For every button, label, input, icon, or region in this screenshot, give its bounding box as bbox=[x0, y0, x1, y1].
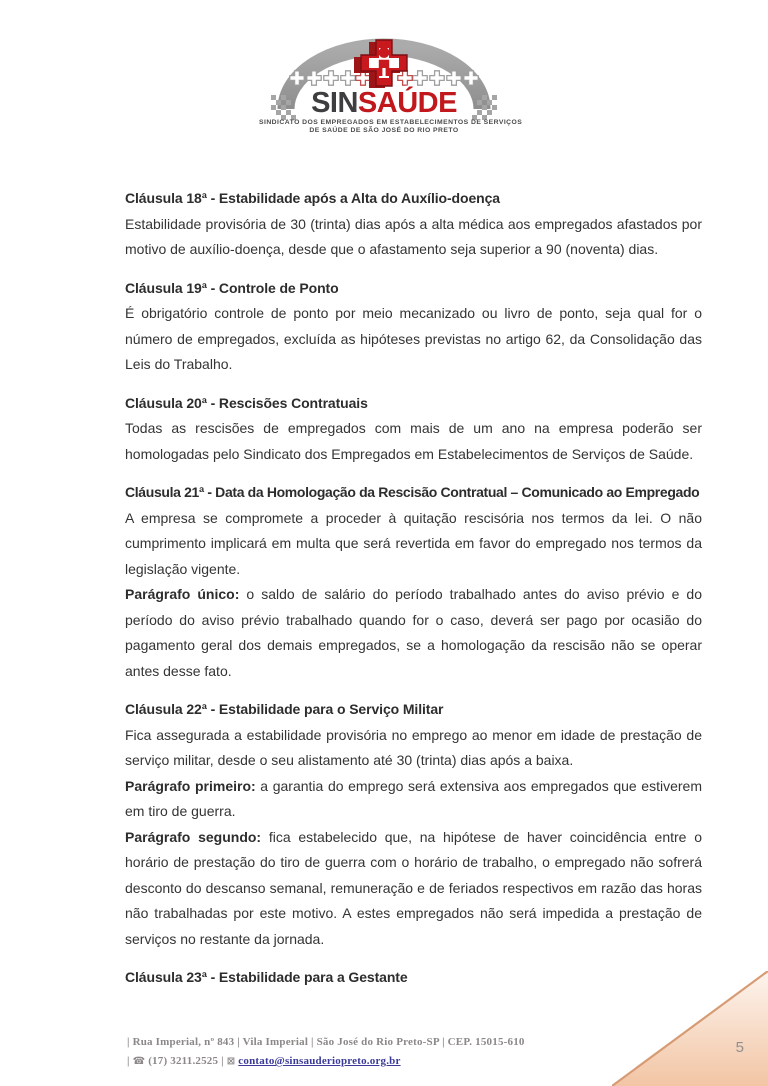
clause-paragraph bbox=[125, 212, 702, 263]
paragraph-lead: Parágrafo segundo: bbox=[125, 828, 262, 845]
footer-contact bbox=[127, 1052, 525, 1071]
paragraph-text: Fica assegurada a estabilidade provisória no emprego ao menor em idade de prestação de serviço militar, desde o seu alistamento até 30 (trinta) dias após a baixa. bbox=[125, 726, 702, 768]
clause-heading: Cláusula 19ª - Controle de Ponto bbox=[125, 279, 339, 296]
clause-section-21 bbox=[125, 480, 702, 684]
clause-paragraph bbox=[125, 774, 702, 825]
clause-heading: Cláusula 23ª - Estabilidade para a Gestante bbox=[125, 969, 408, 985]
envelope-icon: ⊠ bbox=[226, 1056, 236, 1067]
logo-title bbox=[259, 89, 509, 118]
document-body bbox=[125, 186, 702, 1004]
clause-paragraph bbox=[125, 416, 702, 467]
clause-heading: Cláusula 20ª - Rescisões Contratuais bbox=[125, 394, 368, 411]
logo-title-saude: SAÚDE bbox=[357, 87, 457, 119]
footer-separator: | bbox=[221, 1055, 224, 1067]
clause-paragraph bbox=[125, 301, 702, 378]
corner-decoration bbox=[612, 971, 768, 1086]
page-number: 5 bbox=[735, 1039, 744, 1056]
footer-email-link[interactable]: contato@sinsauderiopreto.org.br bbox=[238, 1055, 401, 1067]
clause-heading: Cláusula 18ª - Estabilidade após a Alta do Auxílio-doença bbox=[125, 190, 500, 206]
clause-heading: Cláusula 22ª - Estabilidade para o Serviço Militar bbox=[125, 701, 444, 717]
logo-subtitle-line1: SINDICATO DOS EMPREGADOS EM ESTABELECIMENTOS DE SERVIÇOS bbox=[259, 119, 523, 126]
clause-section-19 bbox=[125, 276, 702, 378]
footer-separator: | bbox=[127, 1055, 130, 1067]
clause-section-18 bbox=[125, 186, 702, 263]
clause-paragraph bbox=[125, 582, 702, 684]
clause-section-20 bbox=[125, 391, 702, 468]
clause-paragraph bbox=[125, 506, 702, 583]
logo-subtitle-line2: DE SAÚDE DE SÃO JOSÉ DO RIO PRETO bbox=[309, 127, 459, 134]
logo-title-sin: SIN bbox=[311, 87, 358, 119]
paragraph-lead: Parágrafo primeiro: bbox=[125, 777, 256, 794]
paragraph-text: A empresa se compromete a proceder à quitação rescisória nos termos da lei. O não cumprimento implicará em multa que será revertida em favor do empregado nos termos da legislação vigente. bbox=[125, 509, 702, 577]
paragraph-text: Estabilidade provisória de 30 (trinta) dias após a alta médica aos empregados afastados por motivo de auxílio-doença, desde que o afastamento seja superior a 90 (noventa) dias. bbox=[125, 215, 702, 257]
paragraph-text: o saldo de salário do período trabalhado antes do aviso prévio e do período do aviso prévio trabalhado quando for o caso, deverá ser pago por ocasião do pagamento geral dos demais empregados, se a homologação da rescisão não se operar antes desse fato. bbox=[125, 586, 702, 679]
clause-heading: Cláusula 21ª - Data da Homologação da Rescisão Contratual – Comunicado ao Empregado bbox=[125, 484, 700, 500]
footer-phone: (17) 3211.2525 bbox=[148, 1055, 219, 1067]
clause-paragraph bbox=[125, 723, 702, 774]
paragraph-lead: Parágrafo único: bbox=[125, 586, 240, 602]
person-head bbox=[379, 47, 390, 58]
paragraph-text: a garantia do emprego será extensiva aos empregados que estiverem em tiro de guerra. bbox=[125, 777, 702, 819]
paragraph-text: fica estabelecido que, na hipótese de haver coincidência entre o horário de prestação do tiro de guerra com o horário de trabalho, o empregado não sofrerá desconto do descanso semanal, remuneração e de feriados respectivos em razão das horas não trabalhadas por este motivo. A estes empregados não será impedida a prestação de serviços no restante da jornada. bbox=[125, 828, 702, 947]
sinsaude-logo bbox=[259, 33, 523, 135]
paragraph-text: É obrigatório controle de ponto por meio mecanizado ou livro de ponto, seja qual for o número de empregados, excluída as hipóteses previstas no artigo 62, da Consolidação das Leis do Trabalho. bbox=[125, 305, 702, 372]
phone-icon: ☎ bbox=[132, 1056, 146, 1067]
page-footer bbox=[127, 1033, 525, 1071]
clause-section-22 bbox=[125, 697, 702, 952]
clause-paragraph bbox=[125, 825, 702, 953]
footer-address: | Rua Imperial, nº 843 | Vila Imperial | São José do Rio Preto-SP | CEP. 15015-610 bbox=[127, 1036, 525, 1048]
paragraph-text: Todas as rescisões de empregados com mais de um ano na empresa poderão ser homologadas pelo Sindicato dos Empregados em Estabelecimentos de Serviços de Saúde. bbox=[125, 420, 702, 462]
